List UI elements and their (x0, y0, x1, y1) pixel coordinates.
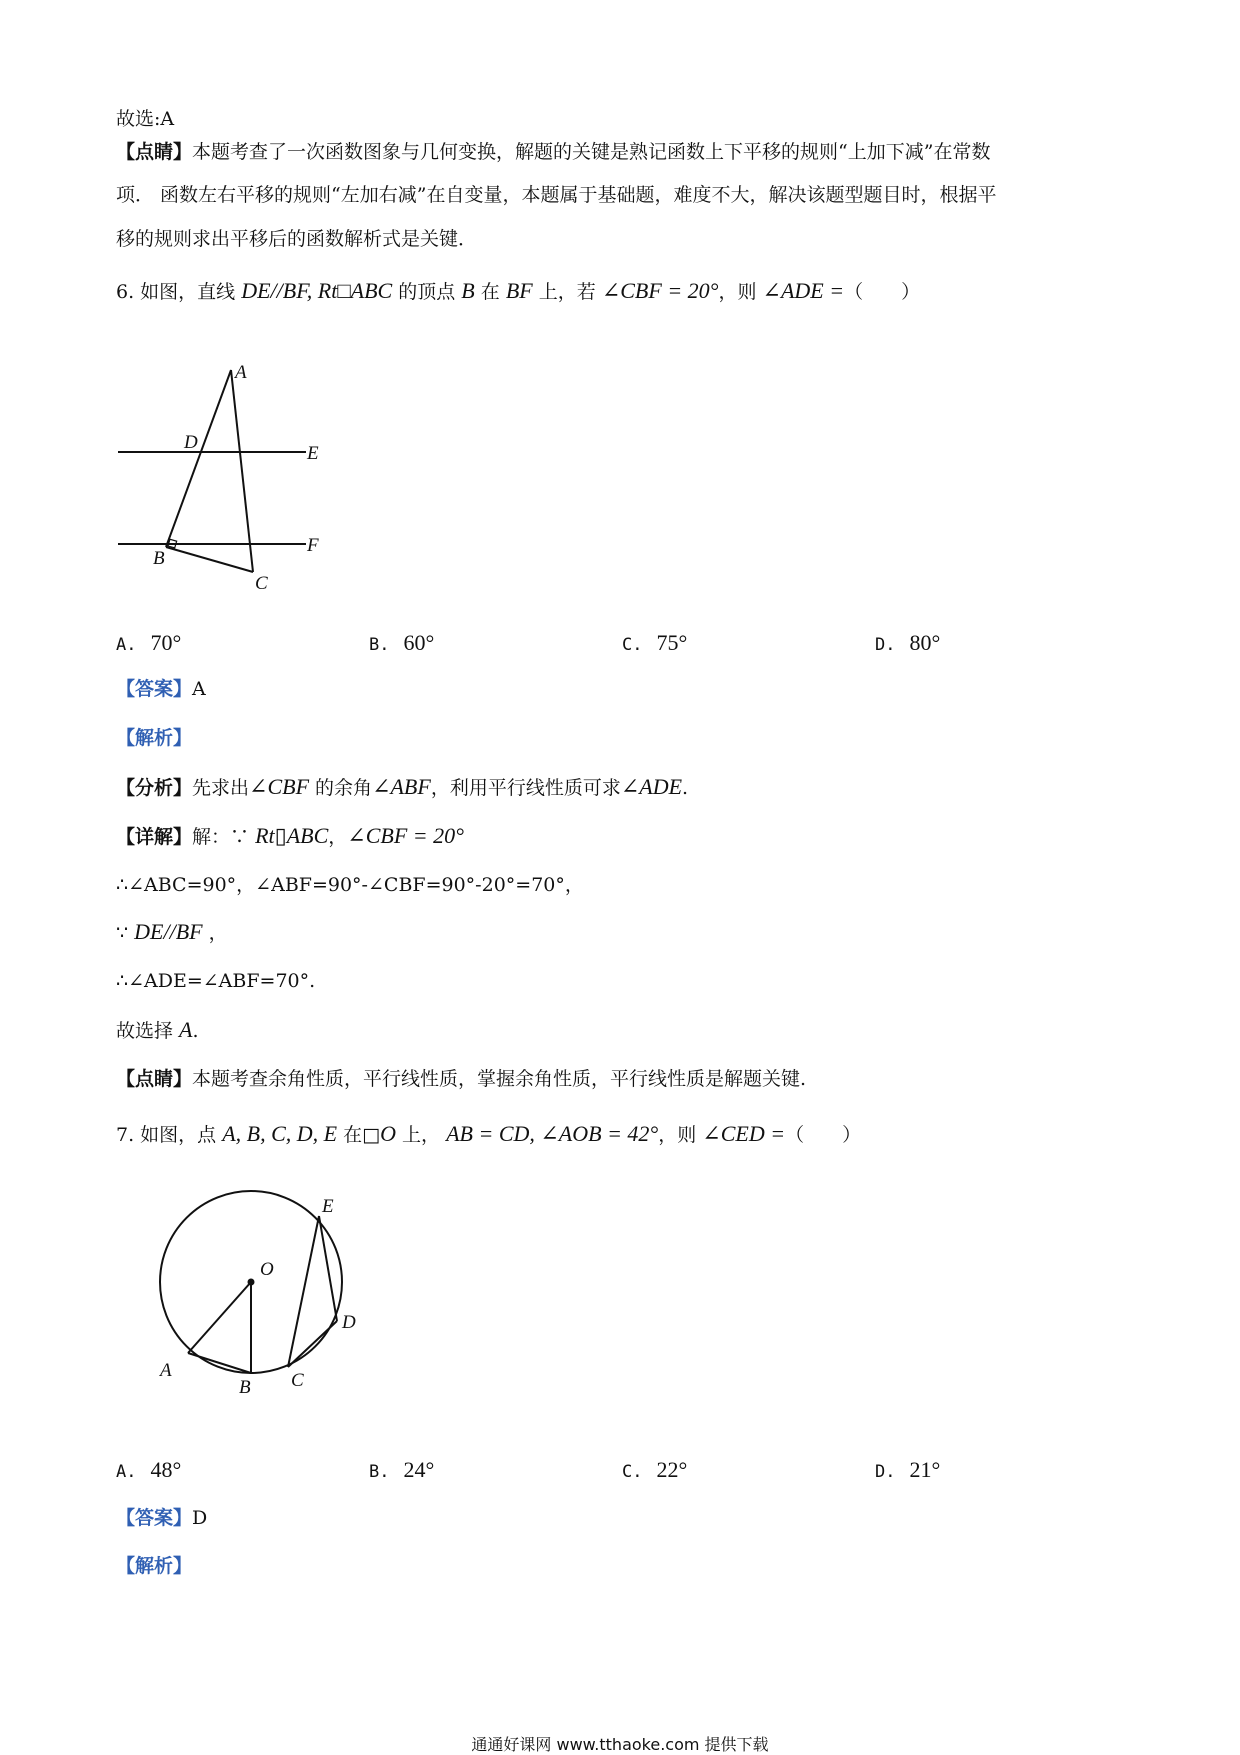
step2-text: ∵ (116, 922, 135, 944)
choose-text: 故选择 (116, 1020, 180, 1042)
q6-analysis-tag (116, 726, 192, 750)
answer-tag: 【答案】 (116, 678, 193, 700)
choice-letter: D. (875, 1462, 896, 1482)
xiangjie-text-1: 解：∵ (192, 826, 256, 848)
q7-answer (116, 1506, 207, 1530)
fenxi-math-2: ∠ABF (372, 774, 431, 799)
step2-math: DE//BF (134, 919, 203, 944)
choice-value: 80° (909, 630, 941, 655)
segment-ab (188, 1353, 251, 1373)
q6-step-1: ∴∠ABC=90°，∠ABF=90°-∠CBF=90°-20°=70°， (116, 874, 584, 896)
label-b: B (239, 1377, 251, 1398)
analysis-tag: 【解析】 (116, 1555, 193, 1577)
segment-ac (231, 370, 253, 572)
label-c: C (291, 1370, 304, 1391)
q7-math-3: AB = CD, ∠AOB = 42° (446, 1121, 659, 1146)
segment-oa (188, 1282, 251, 1353)
label-e: E (307, 443, 319, 464)
choose-math: A (179, 1017, 193, 1042)
q7-analysis-tag (116, 1554, 192, 1578)
q6-math-4: ∠CBF = 20° (601, 278, 719, 303)
label-a: A (160, 1360, 172, 1381)
answer-value: D (192, 1507, 208, 1529)
q6-fenxi (116, 775, 688, 800)
q7-text-3: 上， (396, 1124, 441, 1146)
q6-text-5: ，则 (718, 281, 757, 303)
page-footer: 通通好课网 www.tthaoke.com 提供下载 (471, 1735, 769, 1754)
q6-text-6: （ ） (844, 281, 921, 303)
fenxi-text-4: . (682, 777, 689, 799)
xiangjie-math-1: Rt▯ABC (255, 823, 329, 848)
choice-value: 48° (150, 1457, 182, 1482)
q6-math-5: ∠ADE = (762, 278, 845, 303)
step2-end: ， (202, 922, 228, 944)
q7-text-4: ，则 (658, 1124, 697, 1146)
answer-value: A (192, 678, 206, 700)
q7-math-2: O (380, 1121, 396, 1146)
choice-value: 60° (403, 630, 435, 655)
q7-choice-b (369, 1458, 434, 1484)
q7-choice-d (875, 1458, 940, 1484)
q6-number: 6. 如图，直线 (116, 281, 236, 303)
note-q5-line3: 移的规则求出平移后的函数解析式是关键． (116, 228, 478, 250)
label-b: B (153, 548, 165, 569)
q6-math-3: BF (505, 278, 533, 303)
q7-math-1: A, B, C, D, E (222, 1121, 338, 1146)
previous-answer-line: 故选:A (116, 108, 175, 130)
q6-text-2: 的顶点 (392, 281, 456, 303)
choice-value: 24° (403, 1457, 435, 1482)
q7-text-2: 在□ (337, 1124, 381, 1146)
choose-end: . (192, 1020, 199, 1042)
q6-choose (116, 1018, 199, 1043)
label-d: D (184, 432, 198, 453)
segment-ec (288, 1216, 319, 1367)
note-text-1: 本题考查了一次函数图象与几何变换，解题的关键是熟记函数上下平移的规则“上加下减”在常数 (192, 141, 991, 163)
fenxi-text-1: 先求出 (192, 777, 250, 799)
q7-math-4: ∠CED = (702, 1121, 786, 1146)
q6-text-3: 在 (474, 281, 500, 303)
choice-letter: D. (875, 635, 896, 655)
xiangjie-text-2: ， (328, 826, 348, 848)
xiangjie-math-2: ∠CBF = 20° (347, 823, 464, 848)
analysis-tag: 【解析】 (116, 727, 193, 749)
choice-value: 70° (150, 630, 182, 655)
label-f: F (307, 535, 319, 556)
note-tag: 【点睛】 (116, 141, 193, 163)
choice-letter: C. (622, 635, 643, 655)
q6-answer (116, 677, 206, 701)
q7-choice-a (116, 1458, 181, 1484)
label-c: C (255, 573, 268, 594)
label-d: D (342, 1312, 356, 1333)
segment-bc (166, 547, 253, 572)
note-tag: 【点睛】 (116, 1068, 193, 1090)
q6-note (116, 1067, 806, 1091)
q6-text-4: 上，若 (532, 281, 596, 303)
q6-step-2 (116, 920, 228, 945)
q6-xiangjie (116, 824, 464, 849)
note-text: 本题考查余角性质，平行线性质，掌握余角性质，平行线性质是解题关键. (192, 1068, 807, 1090)
choice-letter: A. (116, 635, 137, 655)
q6-math-2: B (461, 278, 475, 303)
q6-math-1: DE//BF, Rt□ABC (241, 278, 393, 303)
q6-choice-b (369, 631, 434, 657)
choice-letter: C. (622, 1462, 643, 1482)
q7-text-5: （ ） (785, 1124, 862, 1146)
choice-letter: B. (369, 1462, 390, 1482)
q7-choice-c (622, 1458, 687, 1484)
q6-choice-c (622, 631, 687, 657)
choice-value: 75° (656, 630, 688, 655)
choice-value: 22° (656, 1457, 688, 1482)
choice-letter: B. (369, 635, 390, 655)
question-7-stem (116, 1122, 861, 1147)
note-q5 (116, 140, 990, 164)
fenxi-text-3: ，利用平行线性质可求 (430, 777, 621, 799)
q6-choice-d (875, 631, 940, 657)
label-e: E (322, 1196, 334, 1217)
label-a: A (235, 362, 247, 383)
choice-letter: A. (116, 1462, 137, 1482)
fenxi-math-3: ∠ADE (620, 774, 683, 799)
q6-step-3: ∴∠ADE=∠ABF=70°. (116, 970, 316, 992)
q6-figure (110, 360, 340, 605)
q7-number: 7. 如图，点 (116, 1124, 217, 1146)
fenxi-math-1: ∠CBF (249, 774, 310, 799)
xiangjie-tag: 【详解】 (116, 826, 193, 848)
label-o: O (260, 1259, 274, 1280)
segment-ab (166, 370, 231, 547)
answer-tag: 【答案】 (116, 1507, 193, 1529)
note-q5-line2: 项． 函数左右平移的规则“左加右减”在自变量，本题属于基础题，难度不大，解决该题型题目时，根据平 (116, 184, 997, 206)
choice-value: 21° (909, 1457, 941, 1482)
q7-figure (150, 1180, 390, 1405)
q6-choice-a (116, 631, 181, 657)
fenxi-tag: 【分析】 (116, 777, 193, 799)
question-6-stem (116, 279, 920, 304)
fenxi-text-2: 的余角 (309, 777, 373, 799)
